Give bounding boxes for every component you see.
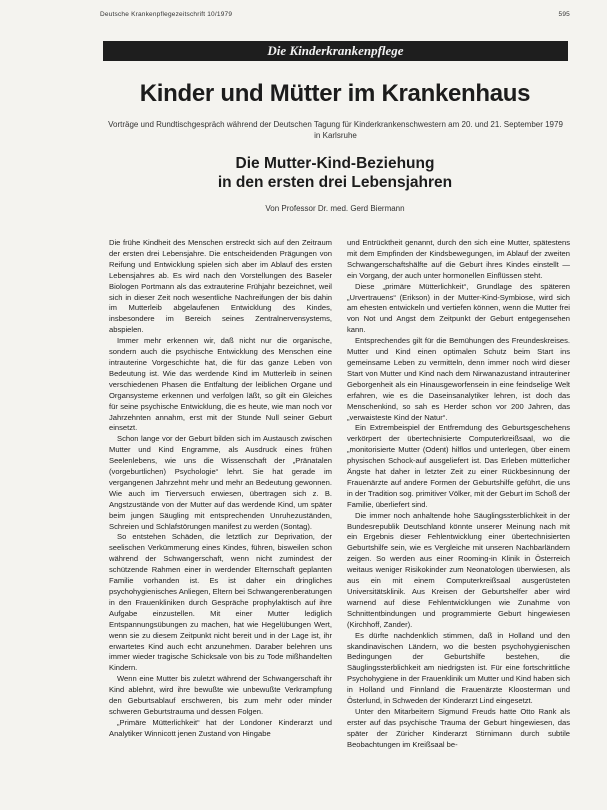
paragraph: So entstehen Schäden, die letztlich zur Deprivation, der seelischen Verkümmerung eines Kindes, führen, bisweilen schon während der Schwangerschaft, wenn nicht zumindest der schützende Rahmen einer in werdender Elternschaft geplanten Familie vorhanden ist. Es ist daher ein dringliches psychohygienisches Anliegen, Eltern bei Schwangerenberatungen in den Frauenkliniken durch Gespräche prophylaktisch auf ihre Aufgabe einzustellen. Mit einer Mutter lediglich Entspannungsübungen zu machen, hat wie Hegelübungen Wert, wenn sie zu diesem Zeitpunkt nicht bereit und in der Lage ist, ihr erwartetes Kind auch echt anzunehmen. Daraber belehren uns immer wieder tragische Schicksale von bis zu Tode mißhandelten Kindern.: [109, 532, 332, 673]
section-title-line-1: Die Mutter-Kind-Beziehung: [235, 155, 435, 172]
article-subline: Vorträge und Rundtischgespräch während der Deutschen Tagung für Kinderkrankenschwestern am 20. und 21. September 1979 in Karlsruhe: [108, 120, 563, 140]
paragraph: Diese „primäre Mütterlichkeit“, Grundlage des späteren „Urvertrauens“ (Erikson) in der Mutter-Kind-Symbiose, wird sich am ehesten entwickeln und vertiefen können, wenn die Mutter frei von Not und Angst dem Zeitpunkt der Geburt entgegensehen kann.: [347, 281, 570, 335]
author-line: Von Professor Dr. med. Gerd Biermann: [265, 204, 405, 213]
paragraph: Immer mehr erkennen wir, daß nicht nur die organische, sondern auch die psychische Entwicklung des Menschen eine intrauterine Vorgeschichte hat, die für das ganze Leben von Bedeutung ist. Wie das werdende Kind im Mutterleib in seinen verschiedenen Phasen die Entfaltung der leiblichen Organe und Organsysteme erkennen und verfolgen läßt, so gilt ein Gleiches für seine psychische Entwicklung, die es heute, wie man noch vor Jahrzehnten annahm, erst mit der Stunde Null seiner Geburt einsetzt.: [109, 336, 332, 433]
body-column-left: [109, 238, 332, 740]
journal-name: Deutsche Krankenpflegezeitschrift 10/1979: [100, 11, 233, 18]
paragraph: und Entrücktheit genannt, durch den sich eine Mutter, spätestens mit dem Empfinden der Kindsbewegungen, im Ablauf der zweiten Schwangerschaftshälfte auf die Geburt ihres Kindes einstellt — ein Vorgang, der auch unter hormonellen Einflüssen steht.: [347, 238, 570, 280]
paragraph: Die frühe Kindheit des Menschen erstreckt sich auf den Zeitraum der ersten drei Lebensjahre. Die entscheidenden Prägungen von Reifung und Entwicklung spielen sich aber im Ablauf des ersten Lebensjahres ab. Es wird nach den Vorstellungen des Baseler Biologen Portmann als das extrauterine Frühjahr bezeichnet, weil sich in dieser Zeit noch wesentliche Nachreifungen der bis dahin im Mutterleib abgelaufenen Entwicklung des Kindes, insbesondere im Bereich seines Zentralnervensystems, abspielen.: [109, 238, 332, 335]
paragraph: Unter den Mitarbeitern Sigmund Freuds hatte Otto Rank als erster auf das psychische Trauma der Geburt hingewiesen, das später der Züricher Kinderarzt Stirnimann durch subtile Beobachtungen im Kreißsaal be-: [347, 706, 570, 749]
running-head: [100, 11, 570, 18]
body-column-right: [347, 238, 570, 751]
paragraph: Die immer noch anhaltende hohe Säuglingssterblichkeit in der Bundesrepublik Deutschland könnte unserer Meinung nach mit ein Ergebnis dieser Fehlentwicklung einer übertechnisierten Geburtshilfe sein, wie es Vergleiche mit unseren Nachbarländern zeigen. So werden aus einer Rooming-in Klinik in Österreich weitaus weniger Risikokinder zum Neonatologen überwiesen, als aus ein mit einem Computerkreißsaal ausgerüsteten Universitätsklinik. Aus Kreisen der Geburtshelfer aber wird warnend auf diese Fehlentwicklungen wie Zunahme von Schnittentbindungen und programmierte Geburt hingewiesen (Kirchhoff, Zander).: [347, 510, 570, 629]
article-title: Kinder und Mütter im Krankenhaus: [139, 80, 531, 107]
paragraph: Entsprechendes gilt für die Bemühungen des Freundeskreises. Mutter und Kind einen optimalen Schutz beim Start ins gemeinsame Leben zu vermitteln, denn immer noch wird dieser Start von Mutter und Kind nach dem Nirwanazustand intrauteriner Geborgenheit als ein Hinausgeworfensein in eine feindselige Welt erfahren, wie es die Daseinsanalytiker lehren, ist doch das Menschenkind, so sah es Herder schon vor 200 Jahren, das „verwaisteste Kind der Natur“.: [347, 336, 570, 422]
section-title-line-2: in den ersten drei Lebensjahren: [217, 174, 453, 191]
paragraph: Schon lange vor der Geburt bilden sich im Austausch zwischen Mutter und Kind Engramme, als Ausdruck eines frühen Seelenlebens, wie uns die Wissenschaft der „Pränatalen (vorgeburtlichen) Psychologie“ lehrt. Sie hat gerade im vergangenen Jahrzehnt mehr und mehr an Bedeutung gewonnen. Wie auch im Tierversuch erwiesen, übertragen sich z. B. Angstzustände von der Mutter auf das werdende Kind, um später beim jungen Säugling mit entsprechenden Unruhezuständen, Schreien und Schlafstörungen manifest zu werden (Sontag).: [109, 434, 332, 531]
section-banner: Die Kinderkrankenpflege: [103, 41, 568, 61]
paragraph: Es dürfte nachdenklich stimmen, daß in Holland und den skandinavischen Ländern, wo die besten psychohygienischen Bedingungen der Geburtshilfe bestehen, die Säuglingssterblichkeit am niedrigsten ist. Für eine fortschrittliche Psychohygiene in der Frauenklinik um Mutter und Kind haben sich in Holland und Finnland die Frauenärzte Kloosterman und Österlund, in Schweden der Kinderarzt Lind eingesetzt.: [347, 630, 570, 706]
page-number: 595: [558, 11, 570, 18]
paragraph: „Primäre Mütterlichkeit“ hat der Londoner Kinderarzt und Analytiker Winnicott jenen Zustand von Hingabe: [109, 717, 332, 738]
paragraph: Ein Extrembeispiel der Entfremdung des Geburtsgeschehens verkörpert der übertechnisierte Computerkreißsaal, wo die „monitorisierte Mutter (Odent) hilflos und unterlegen, über einem physischen Schock-auf ausgeliefert ist. Das Erleben mütterlicher Ängste hat daher in letzter Zeit zu einer Rückbesinnung der Frauenärzte auf andere Formen der Geburtshilfe geführt, die uns in der Tradition sog. primitiver Völker, mit der Geburt im Schoß der Familie, überliefert sind.: [347, 423, 570, 509]
section-title: [100, 154, 570, 192]
paragraph: Wenn eine Mutter bis zuletzt während der Schwangerschaft ihr Kind ablehnt, wird ihre bewußte wie unbewußte Verkrampfung den Geburtsablauf erschweren, bis zum mehr oder minder schweren Geburtstrauma und dessen Folgen.: [109, 674, 332, 716]
